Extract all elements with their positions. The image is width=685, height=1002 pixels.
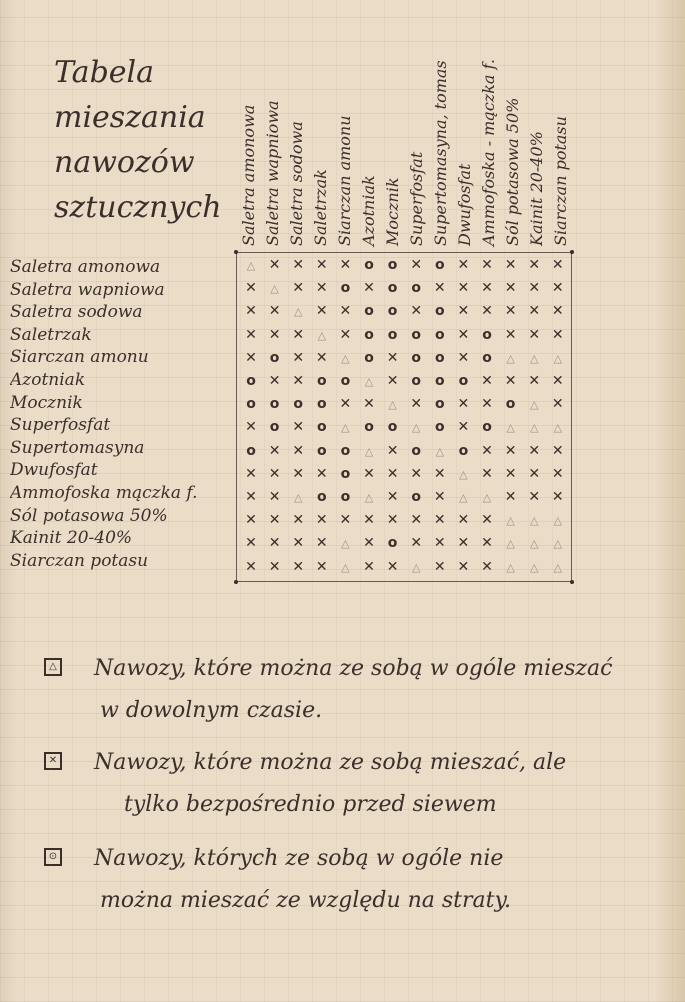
row-label: Saletrzak [10, 324, 92, 345]
grid-cell: ✕ [433, 558, 446, 575]
grid-cell: △ [411, 421, 421, 435]
grid-cell: △ [435, 444, 445, 458]
grid-cell: ✕ [245, 349, 257, 366]
grid-cell: ✕ [386, 442, 399, 459]
grid-cell: ✕ [363, 465, 375, 482]
grid-cell: ✕ [245, 303, 257, 320]
grid-cell: ✕ [528, 489, 541, 505]
grid-cell: ✕ [245, 280, 257, 297]
grid-cell: △ [553, 537, 563, 551]
column-header: Siarczan amonu [335, 115, 354, 246]
grid-cell: o [505, 396, 516, 413]
row-label: Siarczan potasu [10, 550, 149, 571]
corner-dot [234, 580, 238, 584]
grid-cell: △ [341, 421, 350, 435]
grid-cell: ✕ [315, 512, 328, 529]
grid-cell: ✕ [315, 349, 328, 366]
grid-cell: △ [506, 351, 515, 365]
grid-cell: △ [459, 467, 468, 481]
grid-cell: ✕ [481, 512, 493, 529]
column-header: Dwufosfat [455, 163, 474, 246]
grid-cell: △ [553, 560, 563, 574]
grid-cell: ✕ [551, 257, 564, 273]
grid-cell: ✕ [457, 326, 470, 343]
grid-cell: ✕ [245, 419, 257, 436]
grid-cell: o [482, 419, 492, 436]
grid-cell: △ [553, 351, 563, 365]
grid-cell: ✕ [433, 512, 446, 529]
column-header: Mocznik [383, 177, 402, 246]
grid-cell: ✕ [551, 280, 564, 297]
grid-cell: ✕ [528, 257, 541, 273]
grid-cell: o [246, 442, 256, 459]
legend-text: Nawozy, których ze sobą w ogóle nie [94, 846, 504, 871]
grid-cell: o [316, 489, 327, 505]
grid-cell: ✕ [363, 512, 375, 529]
grid-cell: o [411, 489, 421, 505]
grid-cell: ✕ [457, 280, 470, 297]
grid-cell: ✕ [292, 558, 305, 575]
grid-cell: △ [293, 305, 303, 319]
cross-icon: ✕ [44, 752, 62, 770]
grid-cell: ✕ [386, 512, 399, 529]
column-header: Saletra sodowa [287, 121, 306, 246]
row-label: Siarczan amonu [10, 347, 149, 368]
corner-dot [570, 580, 574, 584]
grid-cell: ✕ [292, 442, 305, 459]
grid-cell: ✕ [481, 373, 493, 389]
grid-cell: o [434, 257, 445, 273]
grid-cell: ✕ [551, 442, 564, 459]
grid-cell: ✕ [268, 465, 281, 482]
legend-text: Nawozy, które można ze sobą mieszać, ale [94, 750, 567, 775]
grid-cell: ✕ [551, 326, 564, 343]
grid-cell: △ [506, 421, 515, 435]
column-header: Sól potasowa 50% [503, 97, 522, 246]
grid-cell: △ [529, 398, 539, 412]
grid-cell: △ [529, 421, 539, 435]
grid-cell: ✕ [504, 326, 517, 343]
grid-cell: ✕ [292, 280, 305, 297]
grid-cell: ✕ [363, 396, 375, 413]
grid-cell: ✕ [339, 512, 352, 529]
grid-cell: ✕ [457, 512, 470, 529]
grid-cell: o [387, 257, 398, 273]
grid-cell: o [434, 303, 445, 320]
corner-dot [570, 250, 574, 254]
grid-cell: ✕ [457, 396, 470, 413]
grid-cell: △ [506, 560, 515, 574]
grid-cell: o [340, 465, 351, 482]
grid-cell: △ [529, 351, 539, 365]
grid-cell: ✕ [292, 373, 305, 389]
grid-cell: o [316, 373, 327, 389]
column-header: Saletrzak [311, 169, 330, 246]
grid-cell: △ [529, 514, 539, 528]
grid-cell: o [387, 535, 398, 552]
grid-cell: △ [341, 560, 350, 574]
mixing-grid [236, 252, 572, 582]
grid-cell: ✕ [386, 349, 399, 366]
grid-cell: ✕ [528, 326, 541, 343]
grid-cell: ✕ [363, 535, 375, 552]
grid-cell: ✕ [410, 396, 423, 413]
grid-cell: ✕ [315, 558, 328, 575]
grid-cell: ✕ [410, 257, 423, 273]
grid-cell: △ [506, 537, 515, 551]
grid-cell: o [411, 280, 421, 297]
grid-cell: △ [341, 537, 350, 551]
grid-cell: ✕ [551, 489, 564, 505]
grid-cell: ✕ [339, 326, 352, 343]
grid-cell: ✕ [551, 465, 564, 482]
grid-cell: ✕ [339, 303, 352, 320]
grid-cell: ✕ [481, 558, 493, 575]
legend-text-continued: można mieszać ze względu na straty. [100, 888, 511, 913]
row-label: Dwufosfat [10, 460, 98, 481]
grid-cell: ✕ [386, 558, 399, 575]
grid-cell: o [434, 396, 445, 413]
grid-cell: ✕ [363, 280, 375, 297]
grid-cell: ✕ [245, 326, 257, 343]
grid-cell: o [269, 419, 280, 436]
grid-cell: △ [246, 259, 256, 272]
grid-cell: o [387, 326, 398, 343]
grid-cell: ✕ [315, 535, 328, 552]
grid-cell: ✕ [504, 373, 517, 389]
grid-cell: ✕ [268, 373, 281, 389]
grid-cell: △ [553, 514, 563, 528]
grid-cell: △ [482, 491, 492, 504]
legend-text-continued: tylko bezpośrednio przed siewem [124, 792, 497, 817]
grid-cell: ✕ [363, 558, 375, 575]
column-header: Ammofoska - mączka f. [479, 59, 498, 246]
grid-cell: ✕ [292, 349, 305, 366]
grid-cell: ✕ [457, 303, 470, 320]
grid-cell: ✕ [528, 373, 541, 389]
row-label: Azotniak [10, 370, 86, 390]
grid-cell: △ [529, 560, 539, 574]
grid-cell: ✕ [315, 280, 328, 297]
grid-cell: o [411, 326, 421, 343]
grid-cell: ✕ [292, 257, 305, 273]
grid-cell: ✕ [528, 303, 541, 320]
grid-cell: ✕ [410, 465, 423, 482]
grid-cell: o [434, 349, 445, 366]
grid-cell: ✕ [504, 257, 517, 273]
grid-cell: ✕ [339, 257, 352, 273]
grid-cell: o [316, 396, 327, 413]
grid-cell: o [434, 419, 445, 436]
grid-cell: ✕ [268, 303, 281, 320]
grid-cell: ✕ [245, 535, 257, 552]
grid-cell: ✕ [481, 303, 493, 320]
grid-cell: o [246, 396, 256, 413]
grid-cell: ✕ [292, 535, 305, 552]
grid-cell: △ [459, 491, 468, 504]
grid-cell: ✕ [551, 303, 564, 320]
grid-cell: ✕ [268, 442, 281, 459]
column-header: Kainit 20-40% [527, 131, 546, 246]
grid-cell: o [340, 373, 351, 389]
grid-cell: o [434, 326, 445, 343]
grid-cell: o [364, 349, 374, 366]
grid-cell: ✕ [315, 303, 328, 320]
grid-cell: △ [364, 375, 374, 388]
grid-cell: ✕ [245, 465, 257, 482]
grid-cell: ✕ [433, 535, 446, 552]
grid-cell: ✕ [457, 257, 470, 273]
grid-cell: ✕ [528, 465, 541, 482]
grid-cell: o [364, 326, 374, 343]
column-header: Saletra amonowa [239, 104, 258, 246]
grid-cell: o [246, 373, 256, 389]
grid-cell: ✕ [268, 535, 281, 552]
grid-cell: ✕ [457, 349, 470, 366]
grid-cell: ✕ [268, 558, 281, 575]
grid-cell: ✕ [292, 326, 305, 343]
grid-cell: ✕ [481, 535, 493, 552]
grid-cell: ✕ [433, 280, 446, 297]
grid-cell: ✕ [386, 373, 399, 389]
row-label: Supertomasyna [10, 437, 145, 458]
grid-cell: ✕ [292, 419, 305, 436]
grid-cell: ✕ [433, 465, 446, 482]
grid-cell: o [316, 419, 327, 436]
circle-icon: ⊙ [44, 848, 62, 866]
grid-cell: o [364, 419, 374, 436]
row-label: Ammofoska mączka f. [10, 483, 198, 503]
grid-cell: ✕ [410, 512, 423, 529]
grid-cell: △ [506, 514, 515, 528]
grid-cell: ✕ [410, 303, 423, 320]
grid-cell: ✕ [268, 326, 281, 343]
grid-cell: △ [341, 351, 350, 365]
grid-cell: o [340, 442, 351, 459]
grid-cell: o [364, 257, 374, 273]
grid-cell: ✕ [315, 465, 328, 482]
grid-cell: o [411, 442, 421, 459]
grid-cell: o [482, 326, 492, 343]
grid-cell: ✕ [528, 280, 541, 297]
grid-cell: △ [317, 328, 327, 342]
grid-cell: o [387, 419, 398, 436]
grid-cell: ✕ [504, 442, 517, 459]
legend-text: Nawozy, które można ze sobą w ogóle mieszać [94, 656, 613, 681]
grid-cell: ✕ [245, 558, 257, 575]
row-label: Mocznik [10, 392, 83, 413]
grid-cell: ✕ [504, 303, 517, 320]
page-title: Tabela mieszania nawozów sztucznych [54, 55, 222, 225]
grid-cell: o [340, 489, 351, 505]
grid-cell: ✕ [457, 419, 470, 436]
grid-cell: △ [364, 444, 374, 458]
grid-cell: ✕ [551, 373, 564, 389]
grid-cell: ✕ [292, 512, 305, 529]
column-header: Saletra wapniowa [263, 100, 282, 246]
row-label: Superfosfat [10, 415, 111, 436]
grid-cell: △ [270, 282, 279, 296]
legend-text-continued: w dowolnym czasie. [100, 698, 323, 723]
grid-cell: ✕ [292, 465, 305, 482]
grid-cell: o [482, 349, 492, 366]
grid-cell: △ [553, 421, 563, 435]
column-header: Superfosfat [407, 151, 426, 246]
grid-cell: △ [388, 398, 397, 412]
grid-cell: ✕ [481, 257, 493, 273]
grid-cell: ✕ [481, 465, 493, 482]
row-label: Saletra sodowa [10, 302, 143, 323]
grid-cell: o [340, 280, 351, 297]
grid-cell: o [387, 303, 398, 320]
row-label: Kainit 20-40% [10, 528, 133, 549]
corner-dot [234, 250, 238, 254]
column-header: Azotniak [359, 175, 378, 246]
grid-cell: ✕ [481, 442, 493, 459]
grid-cell: o [269, 349, 280, 366]
grid-cell: o [458, 373, 469, 389]
grid-cell: △ [364, 491, 374, 504]
grid-cell: o [293, 396, 303, 413]
grid-cell: ✕ [315, 257, 328, 273]
grid-cell: ✕ [245, 512, 257, 529]
grid-cell: ✕ [433, 489, 446, 505]
column-headers [240, 12, 590, 246]
grid-cell: o [364, 303, 374, 320]
grid-cell: ✕ [528, 442, 541, 459]
grid-cell: o [434, 373, 445, 389]
grid-cell: ✕ [410, 535, 423, 552]
grid-cell: o [411, 373, 421, 389]
grid-cell: ✕ [386, 489, 399, 505]
grid-cell: ✕ [268, 257, 281, 273]
grid-cell: o [458, 442, 469, 459]
grid-cell: ✕ [551, 396, 564, 413]
grid-cell: o [269, 396, 280, 413]
triangle-icon: △ [44, 658, 62, 676]
grid-cell: o [316, 442, 327, 459]
grid-cell: ✕ [504, 280, 517, 297]
grid-cell: ✕ [386, 465, 399, 482]
grid-cell: ✕ [481, 396, 493, 413]
grid-cell: ✕ [245, 489, 257, 505]
grid-cell: ✕ [481, 280, 493, 297]
grid-cell: o [411, 349, 421, 366]
grid-cell: △ [411, 560, 421, 574]
grid-cell: ✕ [504, 465, 517, 482]
grid-cell: o [387, 280, 398, 297]
grid-cell: ✕ [268, 512, 281, 529]
grid-cell: △ [293, 491, 303, 504]
column-header: Siarczan potasu [551, 116, 570, 246]
column-header: Supertomasyna, tomas [431, 60, 450, 246]
row-label: Sól potasowa 50% [10, 505, 168, 526]
grid-cell: ✕ [339, 396, 352, 413]
grid-cell: ✕ [457, 535, 470, 552]
grid-cell: ✕ [504, 489, 517, 505]
grid-cell: ✕ [457, 558, 470, 575]
grid-cell: ✕ [268, 489, 281, 505]
row-label: Saletra wapniowa [10, 279, 165, 300]
grid-cell: △ [529, 537, 539, 551]
row-label: Saletra amonowa [10, 257, 161, 277]
